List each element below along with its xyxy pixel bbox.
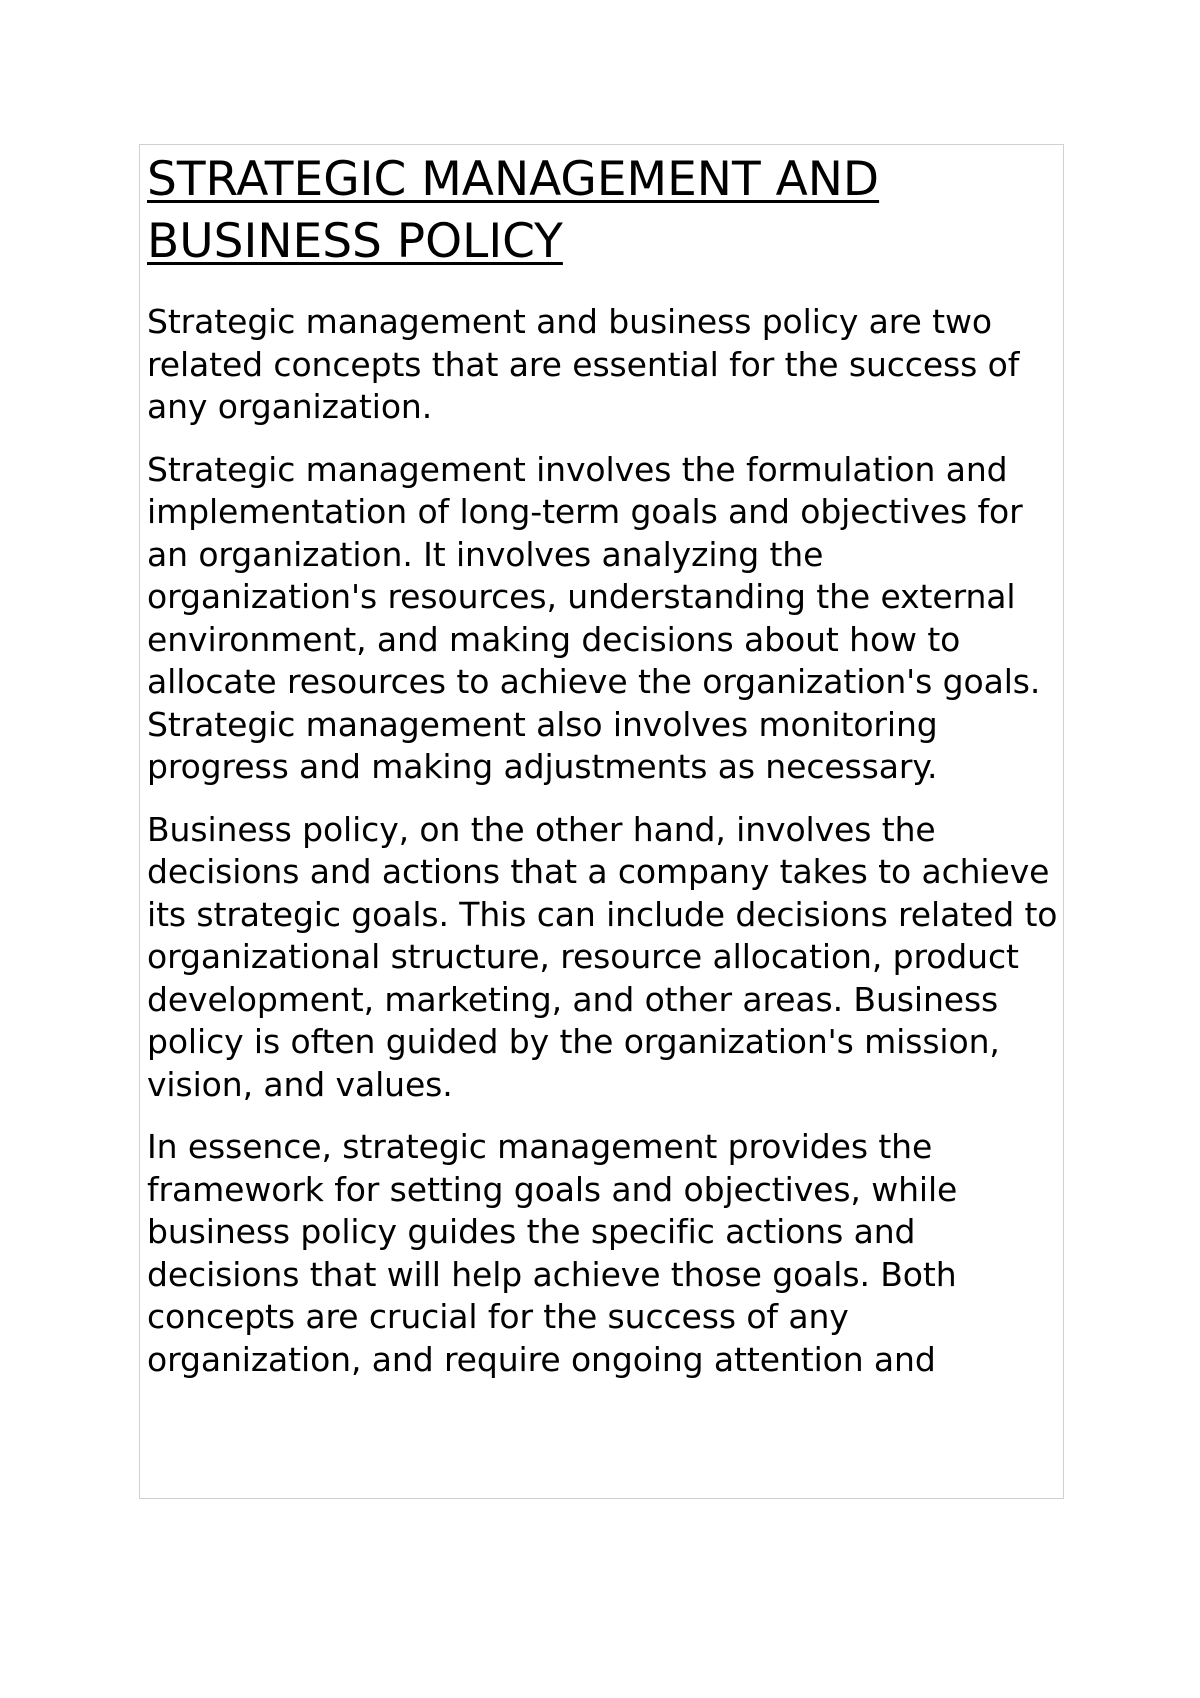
text-frame: [139, 144, 1064, 1499]
document-title: STRATEGIC MANAGEMENT AND BUSINESS POLICY: [147, 152, 880, 269]
paragraph-business-policy: Business policy, on the other hand, involves the decisions and actions that a company takes to achieve its strategic goals. This can include decisions related to organizational structure, resource allocation, product development, marketing, and other areas. Business policy is often guided by the organization's mission, vision, and values.: [147, 809, 1058, 1104]
paragraph-intro: Strategic management and business policy are two related concepts that are essential for the success of any organization.: [147, 302, 1020, 426]
paragraph-essence: In essence, strategic management provides the framework for setting goals and objectives, while business policy guides the specific actions and decisions that will help achieve those goals. Both concepts are crucial for the success of any organization, and require ongoing attention and: [147, 1127, 958, 1379]
paragraph-strategic-management: Strategic management involves the formulation and implementation of long-term goals and objectives for an organization. It involves analyzing the organization's resources, understanding the external environment, and making decisions about how to allocate resources to achieve the organization's goals. Strategic management also involves monitoring progress and making adjustments as necessary.: [147, 449, 1041, 786]
